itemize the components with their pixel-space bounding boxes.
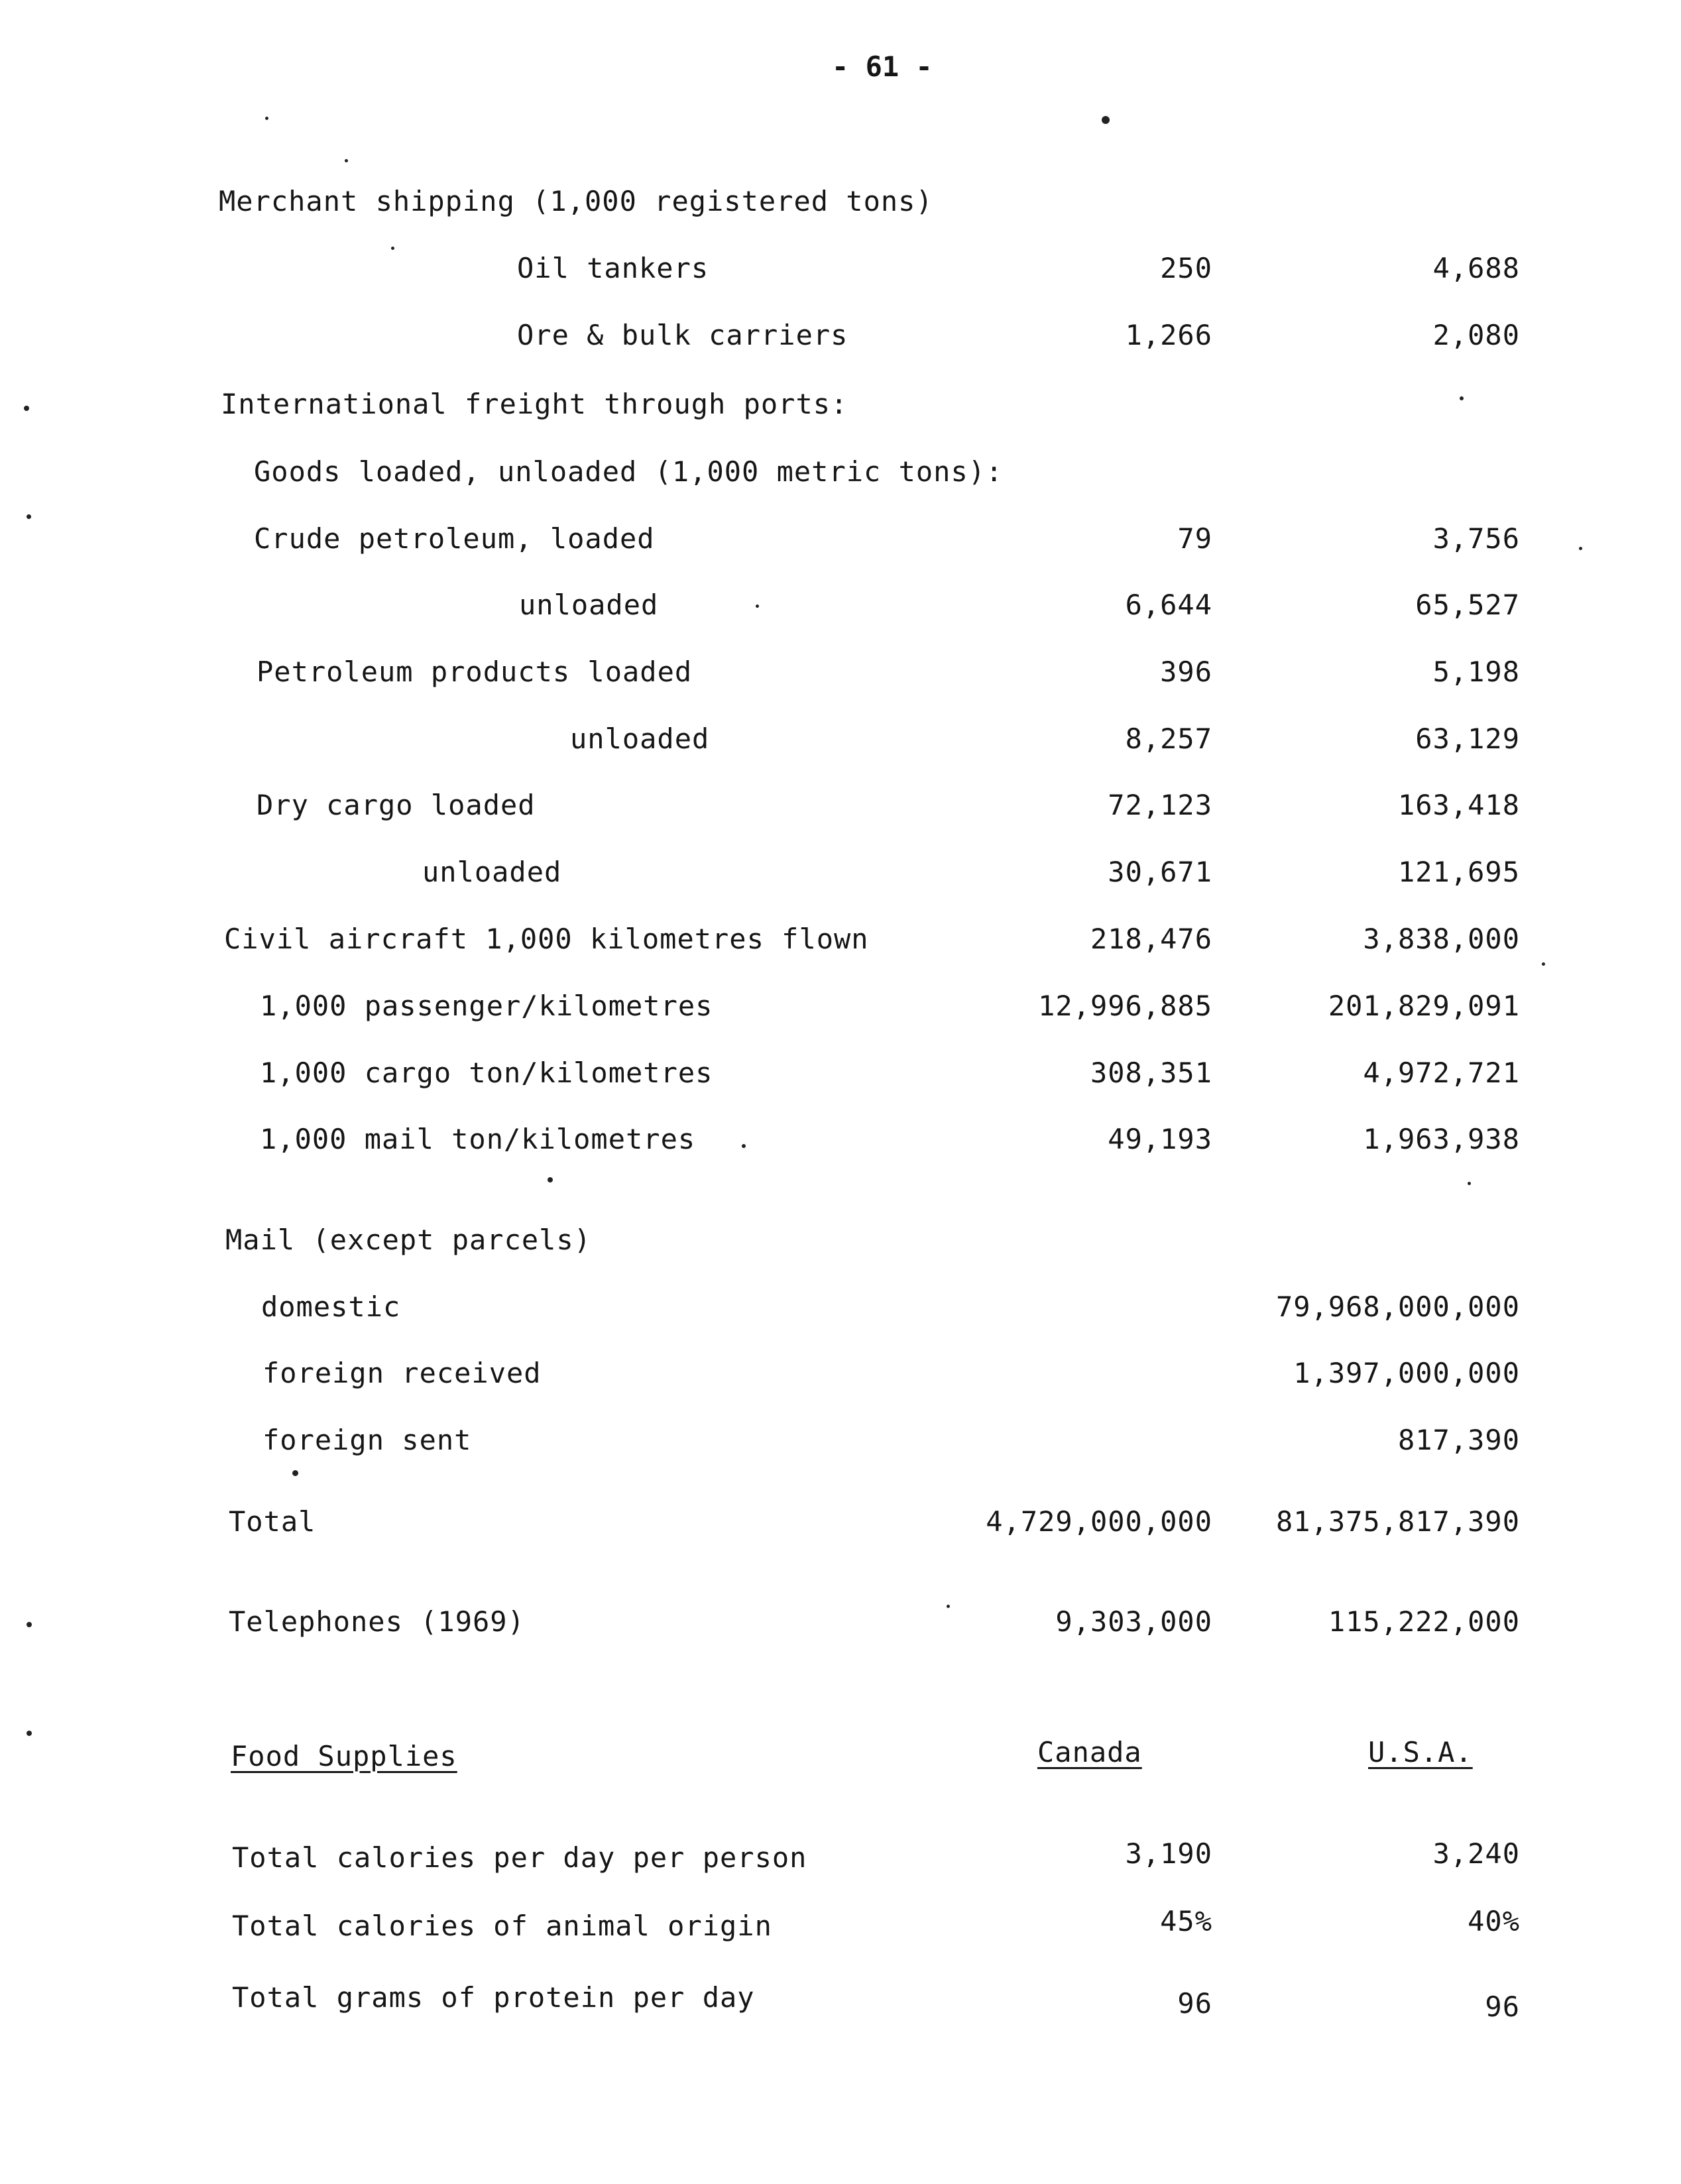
scan-speck [24, 406, 29, 411]
value-usa-passenger-km: 201,829,091 [1328, 990, 1520, 1022]
value-canada-telephones: 9,303,000 [1055, 1605, 1212, 1638]
row-label-telephones: Telephones (1969) [229, 1605, 525, 1638]
row-label-crude-petroleum-loaded: Crude petroleum, loaded [254, 522, 655, 555]
value-usa-protein-per-day: 96 [1485, 1990, 1520, 2023]
value-canada-civil-aircraft-km: 218,476 [1090, 923, 1212, 955]
row-label-passenger-km: 1,000 passenger/kilometres [260, 990, 713, 1022]
value-canada-mail-ton-km: 49,193 [1108, 1123, 1212, 1155]
value-canada-calories-animal-origin: 45% [1160, 1905, 1212, 1937]
scan-speck [1542, 962, 1545, 966]
value-usa-total-calories: 3,240 [1432, 1837, 1520, 1870]
value-canada-cargo-ton-km: 308,351 [1090, 1057, 1212, 1089]
value-canada-total-calories: 3,190 [1125, 1837, 1212, 1870]
row-label-crude-unloaded: unloaded [519, 589, 659, 621]
value-canada-protein-per-day: 96 [1177, 1987, 1212, 2020]
row-label-mail-domestic: domestic [261, 1291, 401, 1323]
scan-speck [27, 1622, 32, 1627]
row-label-ore-bulk-carriers: Ore & bulk carriers [517, 319, 848, 351]
scan-speck [265, 117, 268, 120]
value-usa-mail-ton-km: 1,963,938 [1363, 1123, 1520, 1155]
scan-speck [947, 1605, 950, 1608]
value-usa-dry-cargo-unloaded: 121,695 [1397, 856, 1520, 888]
scan-speck [391, 247, 394, 250]
scan-speck [742, 1144, 746, 1148]
international-freight-heading: International freight through ports: [221, 388, 848, 420]
value-canada-dry-cargo-unloaded: 30,671 [1108, 856, 1212, 888]
row-label-oil-tankers: Oil tankers [517, 252, 709, 284]
scan-speck [1468, 1182, 1471, 1185]
goods-loaded-subheading: Goods loaded, unloaded (1,000 metric tons): [254, 455, 1004, 488]
row-label-calories-animal-origin: Total calories of animal origin [232, 1910, 772, 1942]
value-canada-ore-bulk-carriers: 1,266 [1125, 319, 1212, 351]
row-label-mail-ton-km: 1,000 mail ton/kilometres [260, 1123, 696, 1155]
merchant-shipping-heading: Merchant shipping (1,000 registered tons) [219, 185, 933, 217]
row-label-mail-foreign-received: foreign received [262, 1357, 542, 1389]
row-label-petroleum-products-loaded: Petroleum products loaded [257, 656, 693, 688]
value-canada-crude-loaded: 79 [1177, 522, 1212, 555]
scan-speck [1102, 116, 1110, 124]
row-label-petroleum-products-unloaded: unloaded [570, 722, 710, 755]
value-usa-crude-unloaded: 65,527 [1415, 589, 1520, 621]
value-usa-mail-domestic: 79,968,000,000 [1275, 1291, 1520, 1323]
page-number: - 61 - [832, 50, 933, 83]
value-usa-dry-cargo-loaded: 163,418 [1397, 789, 1520, 821]
scan-speck [756, 604, 759, 608]
scan-speck [27, 514, 31, 519]
row-label-mail-foreign-sent: foreign sent [262, 1424, 472, 1456]
scan-speck [27, 1731, 32, 1736]
value-usa-oil-tankers: 4,688 [1432, 252, 1520, 284]
row-label-mail-total: Total [229, 1505, 316, 1538]
value-usa-calories-animal-origin: 40% [1468, 1905, 1520, 1937]
value-usa-mail-foreign-sent: 817,390 [1397, 1424, 1520, 1456]
value-usa-ore-bulk-carriers: 2,080 [1432, 319, 1520, 351]
value-usa-mail-total: 81,375,817,390 [1275, 1505, 1520, 1538]
value-usa-crude-loaded: 3,756 [1432, 522, 1520, 555]
row-label-civil-aircraft-km: Civil aircraft 1,000 kilometres flown [224, 923, 869, 955]
row-label-cargo-ton-km: 1,000 cargo ton/kilometres [260, 1057, 713, 1089]
mail-heading: Mail (except parcels) [225, 1224, 592, 1256]
column-header-usa: U.S.A. [1368, 1736, 1473, 1768]
column-header-canada: Canada [1037, 1736, 1142, 1768]
value-usa-telephones: 115,222,000 [1328, 1605, 1520, 1638]
value-usa-cargo-ton-km: 4,972,721 [1363, 1057, 1520, 1089]
value-canada-passenger-km: 12,996,885 [1038, 990, 1212, 1022]
scan-speck [548, 1177, 553, 1182]
row-label-protein-per-day: Total grams of protein per day [232, 1981, 755, 2014]
value-usa-petroleum-products-loaded: 5,198 [1432, 656, 1520, 688]
scan-speck [345, 159, 348, 162]
value-canada-petroleum-products-unloaded: 8,257 [1125, 722, 1212, 755]
value-canada-mail-total: 4,729,000,000 [986, 1505, 1212, 1538]
value-usa-mail-foreign-received: 1,397,000,000 [1293, 1357, 1520, 1389]
scan-speck [1460, 396, 1464, 400]
value-usa-petroleum-products-unloaded: 63,129 [1415, 722, 1520, 755]
value-canada-dry-cargo-loaded: 72,123 [1108, 789, 1212, 821]
value-canada-crude-unloaded: 6,644 [1125, 589, 1212, 621]
row-label-dry-cargo-unloaded: unloaded [422, 856, 562, 888]
row-label-dry-cargo-loaded: Dry cargo loaded [257, 789, 536, 821]
scan-speck [292, 1470, 298, 1476]
value-canada-petroleum-products-loaded: 396 [1160, 656, 1212, 688]
value-canada-oil-tankers: 250 [1160, 252, 1212, 284]
food-supplies-heading: Food Supplies [231, 1740, 457, 1772]
scan-speck [1579, 547, 1582, 550]
value-usa-civil-aircraft-km: 3,838,000 [1363, 923, 1520, 955]
row-label-total-calories: Total calories per day per person [232, 1841, 807, 1874]
